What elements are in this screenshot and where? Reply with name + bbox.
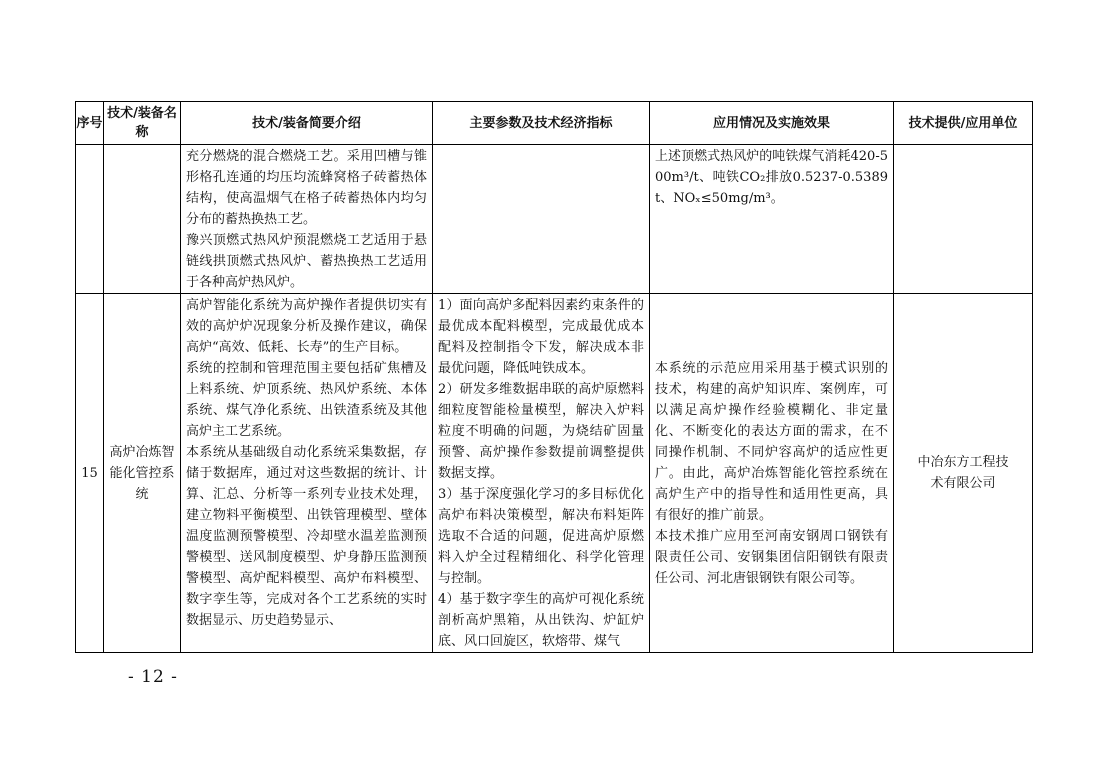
cell-name bbox=[104, 145, 181, 294]
header-no: 序号 bbox=[76, 102, 104, 145]
intro-paragraph: 系统的控制和管理范围主要包括矿焦槽及上料系统、炉顶系统、热风炉系统、本体系统、煤气净化系统、出铁渣系统及其他高炉主工艺系统。 bbox=[186, 361, 427, 439]
cell-params bbox=[433, 294, 650, 653]
params-paragraph: 1）面向高炉多配料因素约束条件的最优成本配料模型，完成最优成本配料及控制指令下发，解决成本非最优问题，降低吨铁成本。 bbox=[438, 298, 644, 376]
params-paragraph: 4）基于数字孪生的高炉可视化系统剖析高炉黑箱，从出铁沟、炉缸炉底、风口回旋区，软熔带、煤气 bbox=[438, 592, 644, 649]
cell-provider: 中冶东方工程技术有限公司 bbox=[894, 294, 1033, 653]
cell-no: 15 bbox=[76, 294, 104, 653]
cell-params bbox=[433, 145, 650, 294]
params-paragraph: 2）研发多维数据串联的高炉原燃料细粒度智能检量模型，解决入炉料粒度不明确的问题，为烧结矿固量预警、高炉操作参数提前调整提供数据支撑。 bbox=[438, 382, 644, 481]
intro-paragraph: 本系统从基础级自动化系统采集数据，存储于数据库，通过对这些数据的统计、计算、汇总、分析等一系列专业技术处理，建立物料平衡模型、出铁管理模型、壁体温度监测预警模型、冷却壁水温差监测预警模型、送风制度模型、炉身静压监测预警模型、高炉配料模型、高炉布料模型、数字孪生等，完成对各个工艺系统的实时数据显示、历史趋势显示、 bbox=[186, 445, 427, 628]
intro-paragraph: 充分燃烧的混合燃烧工艺。采用凹槽与锥形格孔连通的均压均流蜂窝格子砖蓄热体结构，使高温烟气在格子砖蓄热体内均匀分布的蓄热换热工艺。 bbox=[186, 149, 427, 227]
technology-table bbox=[75, 101, 1033, 653]
effect-paragraph: 上述顶燃式热风炉的吨铁煤气消耗420-500m³/t、吨铁CO₂排放0.5237-0.5389t、NOₓ≤50mg/m³。 bbox=[655, 149, 888, 206]
cell-effect bbox=[650, 145, 894, 294]
cell-no bbox=[76, 145, 104, 294]
table-row-continued bbox=[76, 145, 1033, 294]
cell-provider bbox=[894, 145, 1033, 294]
page-number: - 12 - bbox=[128, 667, 178, 687]
params-paragraph: 3）基于深度强化学习的多目标优化高炉布料决策模型，解决布料矩阵选取不合适的问题，促进高炉原燃料入炉全过程精细化、科学化管理与控制。 bbox=[438, 487, 644, 586]
cell-name: 高炉冶炼智能化管控系统 bbox=[104, 294, 181, 653]
header-intro: 技术/装备简要介绍 bbox=[181, 102, 433, 145]
header-provider: 技术提供/应用单位 bbox=[894, 102, 1033, 145]
effect-paragraph: 本技术推广应用至河南安钢周口钢铁有限责任公司、安钢集团信阳钢铁有限责任公司、河北唐银钢铁有限公司等。 bbox=[655, 529, 888, 586]
cell-intro bbox=[181, 145, 433, 294]
cell-intro bbox=[181, 294, 433, 653]
intro-paragraph: 豫兴顶燃式热风炉预混燃烧工艺适用于悬链线拱顶燃式热风炉、蓄热换热工艺适用于各种高炉热风炉。 bbox=[186, 233, 427, 290]
effect-paragraph: 本系统的示范应用采用基于模式识别的技术，构建的高炉知识库、案例库，可以满足高炉操作经验模糊化、非定量化、不断变化的表达方面的需求，在不同操作机制、不同炉容高炉的适应性更广。由此，高炉冶炼智能化管控系统在高炉生产中的指导性和适用性更高，具有很好的推广前景。 bbox=[655, 361, 888, 523]
header-params: 主要参数及技术经济指标 bbox=[433, 102, 650, 145]
header-name: 技术/装备名称 bbox=[104, 102, 181, 145]
intro-paragraph: 高炉智能化系统为高炉操作者提供切实有效的高炉炉况现象分析及操作建议，确保高炉“高效、低耗、长寿”的生产目标。 bbox=[186, 298, 427, 355]
table-row-15 bbox=[76, 294, 1033, 653]
cell-effect bbox=[650, 294, 894, 653]
table-header-row bbox=[76, 102, 1033, 145]
header-effect: 应用情况及实施效果 bbox=[650, 102, 894, 145]
